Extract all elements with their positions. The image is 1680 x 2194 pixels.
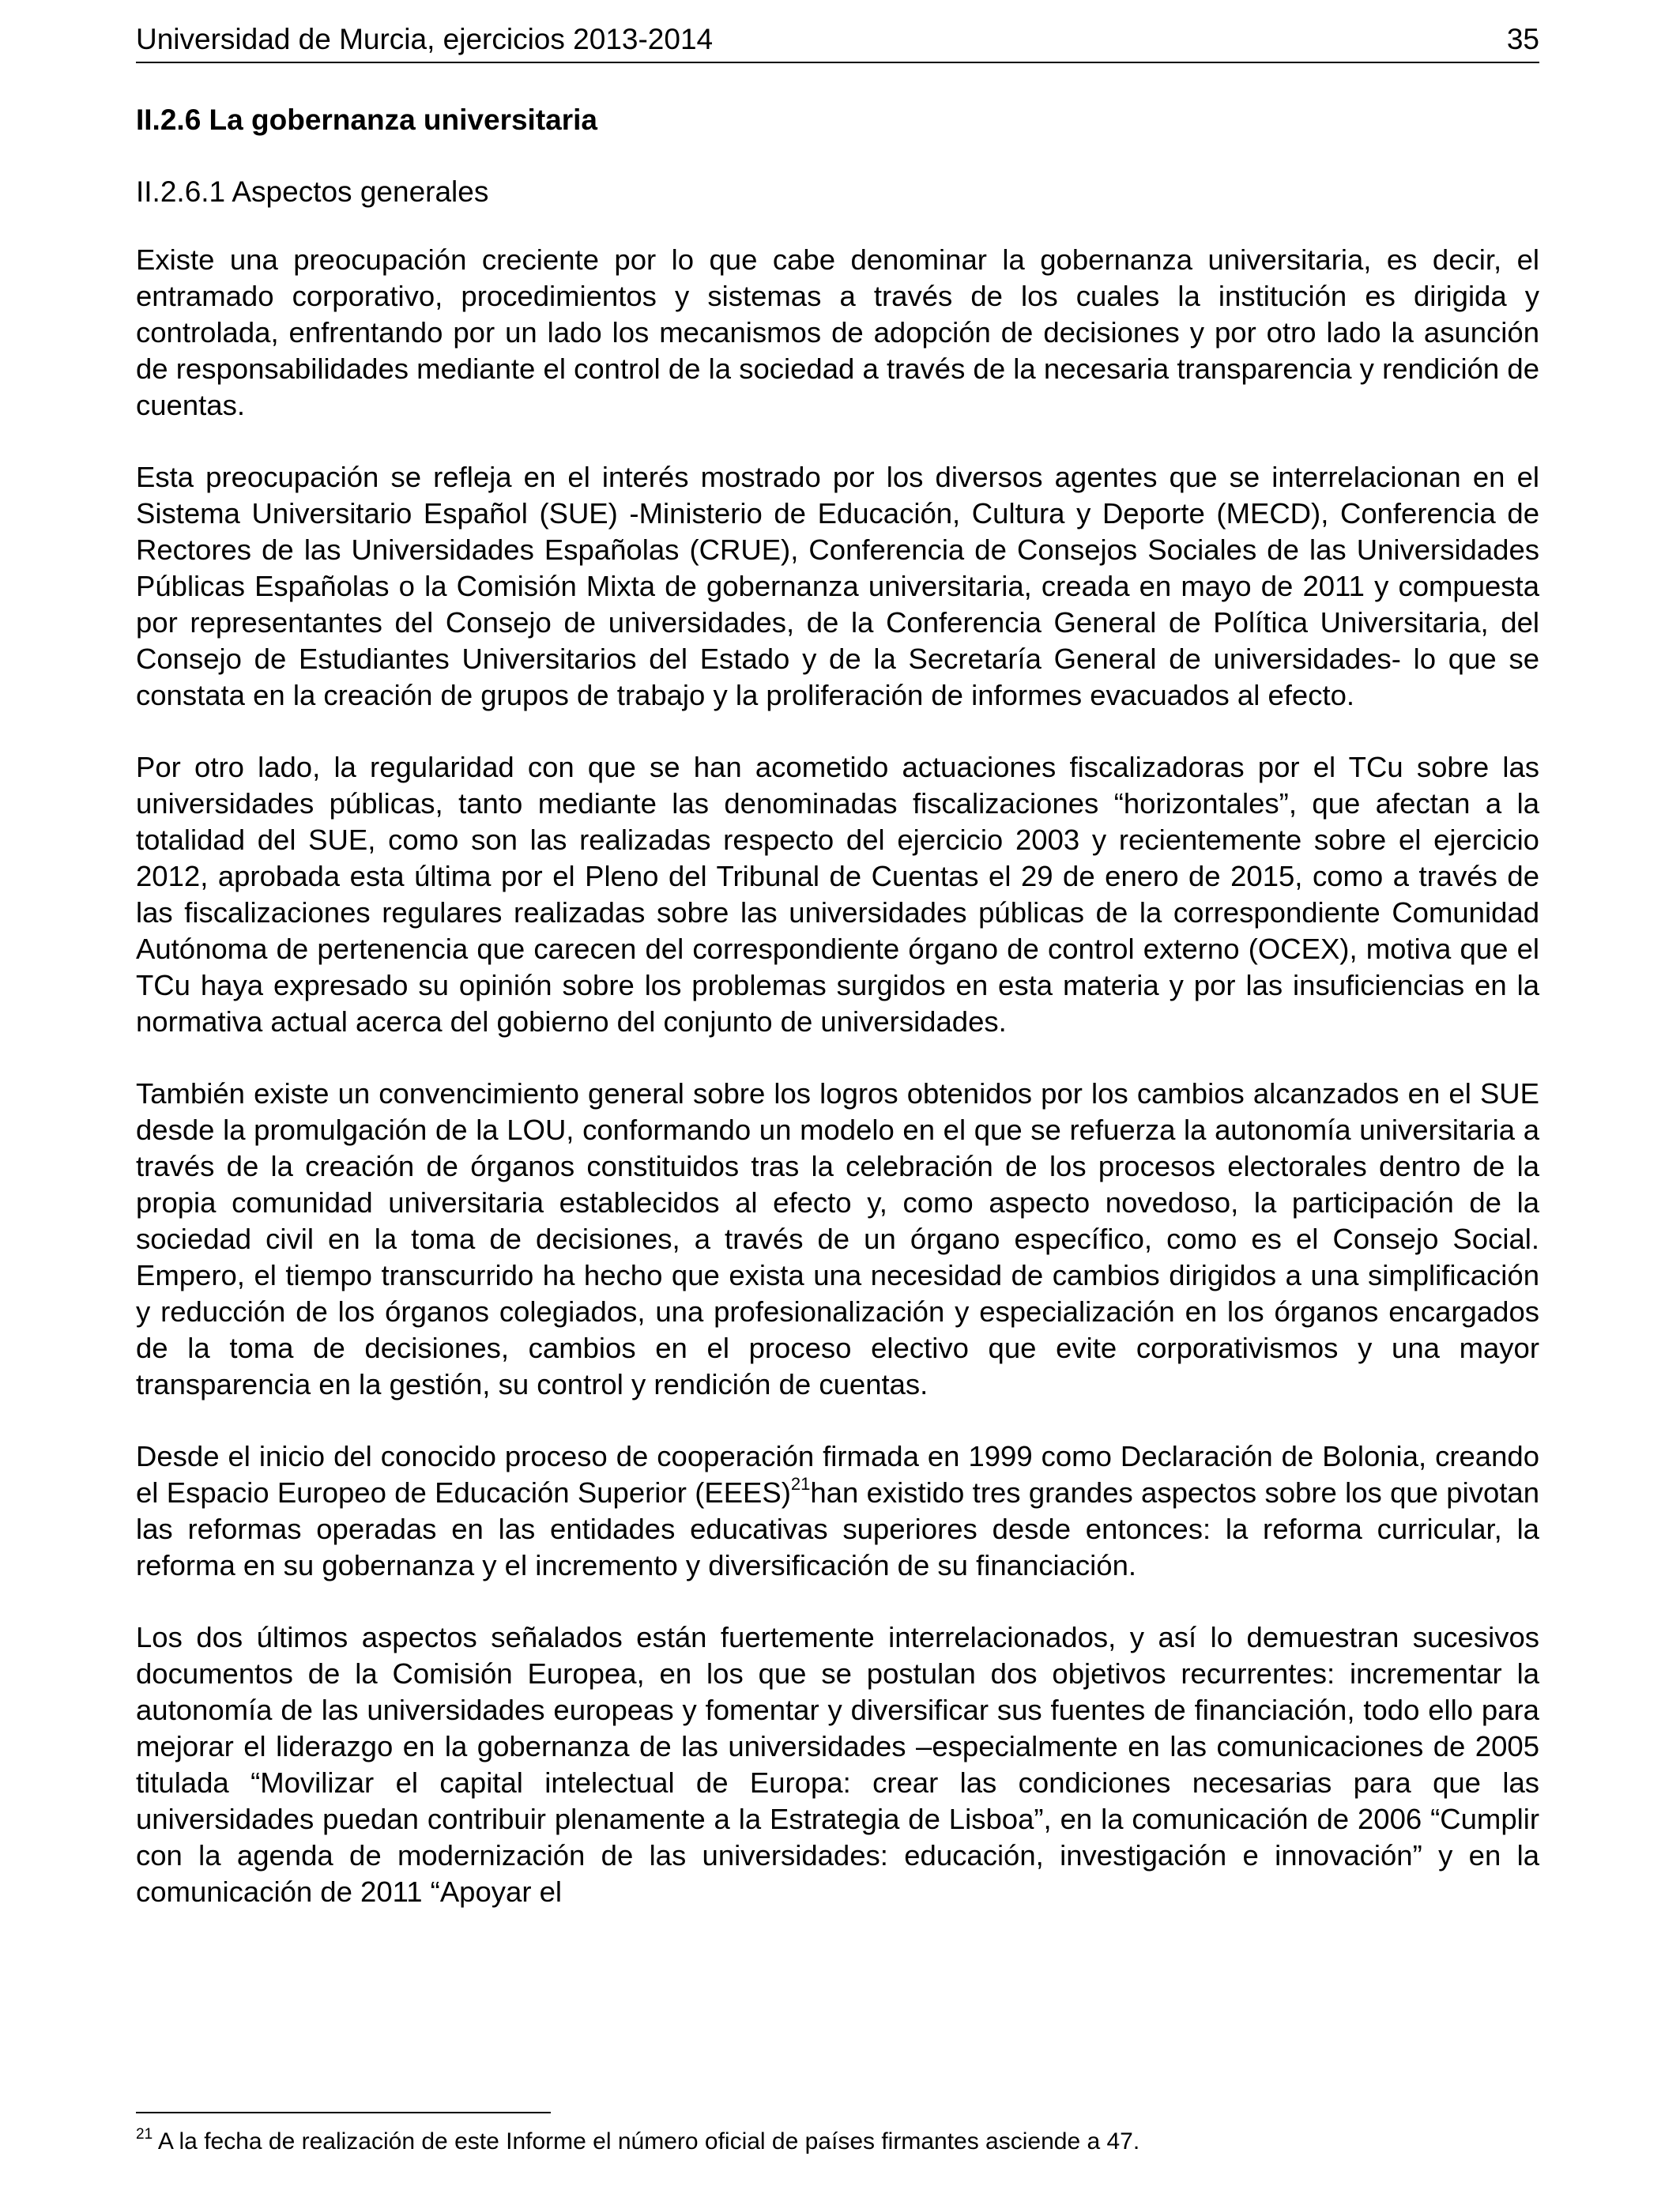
page-number: 35	[1506, 23, 1539, 55]
subsection-title: II.2.6.1 Aspectos generales	[136, 175, 489, 208]
paragraph: Existe una preocupación creciente por lo que cabe denominar la gobernanza universitaria, es decir, el entramado corporativo, procedimientos y sistemas a través de los cuales la institución es dirigida y controlada, enfrentando por un lado los mecanismos de adopción de decisiones y por otro lado la asunción de responsabilidades mediante el control de la sociedad a través de la necesaria transparencia y rendición de cuentas.	[136, 243, 1539, 421]
paragraph: Los dos últimos aspectos señalados están fuertemente interrelacionados, y así lo demuestran sucesivos documentos de la Comisión Europea, en los que se postulan dos objetivos recurrentes: incrementar la autonomía de las universidades europeas y fomentar y diversificar sus fuentes de financiación, todo ello para mejorar el liderazgo en la gobernanza de las universidades –especialmente en las comunicaciones de 2005 titulada “Movilizar el capital intelectual de Europa: crear las condiciones necesarias para que las universidades puedan contribuir plenamente a la Estrategia de Lisboa”, en la comunicación de 2006 “Cumplir con la agenda de modernización de las universidades: educación, investigación e innovación” y en la comunicación de 2011 “Apoyar el	[136, 1621, 1539, 1908]
paragraph-text: han existido tres grandes aspectos sobre los que pivotan las reformas operadas en las entidades educativas superiores desde entonces: la reforma curricular, la reforma en su gobernanza y el incremento y diversificación de su financiación.	[136, 1476, 1539, 1581]
paragraph-with-footnote	[136, 1438, 1539, 1584]
body-text	[136, 242, 1539, 1910]
footnote-separator	[136, 2112, 551, 2113]
header-title: Universidad de Murcia, ejercicios 2013-2014	[136, 23, 714, 55]
footnote-reference[interactable]: 21	[790, 1474, 811, 1494]
paragraph: Por otro lado, la regularidad con que se han acometido actuaciones fiscalizadoras por el TCu sobre las universidades públicas, tanto mediante las denominadas fiscalizaciones “horizontales”, que afectan a la totalidad del SUE, como son las realizadas respecto del ejercicio 2003 y recientemente sobre el ejercicio 2012, aprobada esta última por el Pleno del Tribunal de Cuentas el 29 de enero de 2015, como a través de las fiscalizaciones regulares realizadas sobre las universidades públicas de la correspondiente Comunidad Autónoma de pertenencia que carecen del correspondiente órgano de control externo (OCEX), motiva que el TCu haya expresado su opinión sobre los problemas surgidos en esta materia y por las insuficiencias en la normativa actual acerca del gobierno del conjunto de universidades.	[136, 751, 1539, 1038]
footnote-number: 21	[136, 2126, 153, 2143]
paragraph: También existe un convencimiento general sobre los logros obtenidos por los cambios alcanzados en el SUE desde la promulgación de la LOU, conformando un modelo en el que se refuerza la autonomía universitaria a través de la creación de órganos constituidos tras la celebración de los procesos electorales dentro de la propia comunidad universitaria establecidos al efecto y, como aspecto novedoso, la participación de la sociedad civil en la toma de decisiones, a través de un órgano específico, como es el Consejo Social. Empero, el tiempo transcurrido ha hecho que exista una necesidad de cambios dirigidos a una simplificación y reducción de los órganos colegiados, una profesionalización y especialización en los órganos encargados de la toma de decisiones, cambios en el proceso electivo que evite corporativismos y una mayor transparencia en la gestión, su control y rendición de cuentas.	[136, 1077, 1539, 1400]
paragraph-text: Desde el inicio del conocido proceso de cooperación firmada en 1999 como Declaración de Bolonia, creando el Espacio Europeo de Educación Superior (EEES)	[136, 1440, 1539, 1509]
paragraph: Esta preocupación se refleja en el interés mostrado por los diversos agentes que se interrelacionan en el Sistema Universitario Español (SUE) -Ministerio de Educación, Cultura y Deporte (MECD), Conferencia de Rectores de las Universidades Españolas (CRUE), Conferencia de Consejos Sociales de las Universidades Públicas Españolas o la Comisión Mixta de gobernanza universitaria, creada en mayo de 2011 y compuesta por representantes del Consejo de universidades, de la Conferencia General de Política Universitaria, del Consejo de Estudiantes Universitarios del Estado y de la Secretaría General de universidades- lo que se constata en la creación de grupos de trabajo y la proliferación de informes evacuados al efecto.	[136, 461, 1539, 711]
footnote-text: A la fecha de realización de este Informe el número oficial de países firmantes asciende a 47.	[153, 2128, 1140, 2154]
running-header	[136, 22, 1539, 63]
section-title: II.2.6 La gobernanza universitaria	[136, 104, 597, 136]
footnote	[136, 2126, 1139, 2158]
